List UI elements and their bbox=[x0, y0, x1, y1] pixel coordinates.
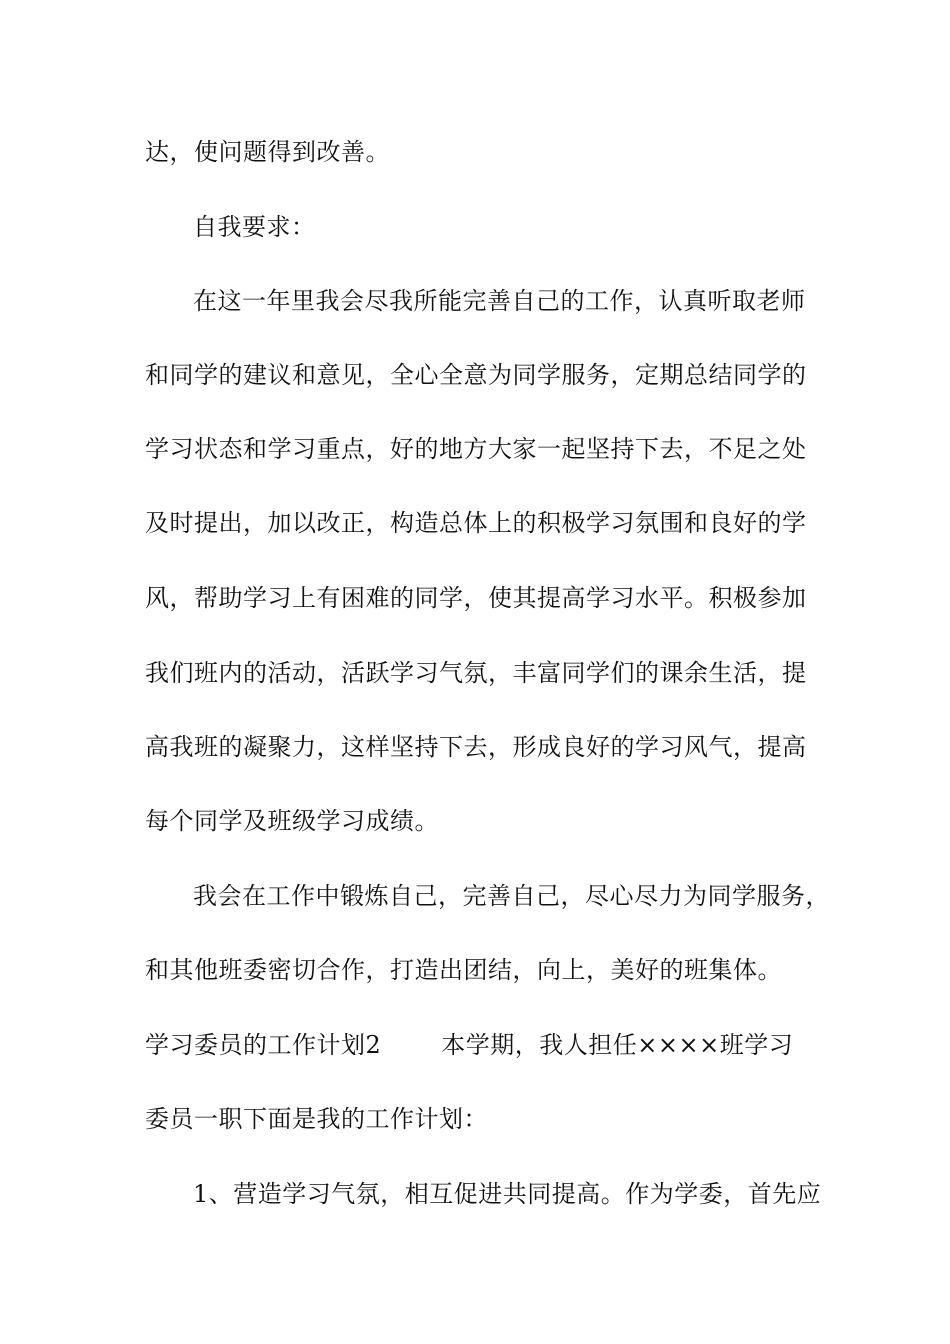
paragraph-line: 本学期，我人担任××××班学习 bbox=[441, 1031, 794, 1059]
document-title: 学习委员的工作计划2 bbox=[145, 1031, 382, 1059]
paragraph-line: 风，帮助学习上有困难的同学，使其提高学习水平。积极参加 bbox=[145, 584, 807, 612]
paragraph-line: 我们班内的活动，活跃学习气氛，丰富同学们的课余生活，提 bbox=[145, 659, 807, 687]
paragraph-line: 在这一年里我会尽我所能完善自己的工作，认真听取老师 bbox=[193, 287, 806, 315]
paragraph-line: 和其他班委密切合作，打造出团结，向上，美好的班集体。 bbox=[145, 956, 782, 984]
paragraph-line: 达，使问题得到改善。 bbox=[145, 138, 390, 166]
paragraph-line: 每个同学及班级学习成绩。 bbox=[145, 807, 439, 835]
paragraph-line: 1、营造学习气氛，相互促进共同提高。作为学委，首先应 bbox=[193, 1180, 822, 1208]
heading-line bbox=[145, 1030, 793, 1060]
paragraph-line: 委员一职下面是我的工作计划： bbox=[145, 1105, 488, 1133]
paragraph-line: 高我班的凝聚力，这样坚持下去，形成良好的学习风气，提高 bbox=[145, 733, 807, 761]
paragraph-line: 和同学的建议和意见，全心全意为同学服务，定期总结同学的 bbox=[145, 361, 807, 389]
paragraph-line: 我会在工作中锻炼自己，完善自己，尽心尽力为同学服务， bbox=[193, 882, 830, 910]
section-label: 自我要求： bbox=[193, 213, 316, 241]
paragraph-line: 及时提出，加以改正，构造总体上的积极学习氛围和良好的学 bbox=[145, 509, 807, 537]
paragraph-line: 学习状态和学习重点，好的地方大家一起坚持下去，不足之处 bbox=[145, 435, 807, 463]
